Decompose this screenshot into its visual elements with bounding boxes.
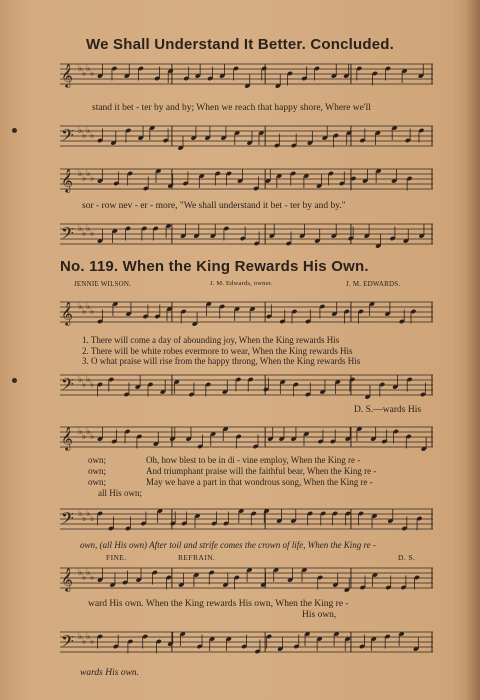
verse-1-cont: Oh, how blest to be in di - vine employ, When the King re - — [146, 455, 361, 465]
flat-icon: ♭ — [82, 513, 87, 523]
verse-own: own; — [88, 477, 106, 487]
flat-icon: ♭ — [86, 63, 91, 73]
staff-drawing — [60, 124, 433, 158]
flat-icon: ♭ — [86, 125, 91, 135]
staff-drawing — [60, 222, 433, 256]
flat-icon: ♭ — [86, 374, 91, 384]
owner-credit: J. M. Edwards, owner. — [210, 280, 273, 287]
hymn-title: No. 119. When the King Rewards His Own. — [60, 258, 369, 275]
flat-icon: ♭ — [90, 379, 95, 389]
flat-icon: ♭ — [78, 426, 83, 436]
refrain-line: ward His own. When the King rewards His own, When the King re - — [88, 599, 349, 609]
flat-icon: ♭ — [90, 173, 95, 183]
bass-clef-icon: 𝄢 — [61, 508, 74, 532]
music-staff — [60, 373, 433, 397]
verse-2-cont: And triumphant praise will the faithful bear, When the King re - — [146, 466, 377, 476]
flat-icon: ♭ — [90, 513, 95, 523]
lyric-line: stand it bet - ter by and by; When we reach that happy shore, Where we'll — [92, 103, 371, 113]
treble-clef-icon: 𝄞 — [61, 301, 73, 325]
music-staff — [60, 566, 433, 590]
flat-icon: ♭ — [82, 68, 87, 78]
flat-icon: ♭ — [86, 223, 91, 233]
bass-clef-icon: 𝄢 — [61, 374, 74, 398]
music-staff — [60, 300, 433, 324]
flat-icon: ♭ — [78, 374, 83, 384]
verse-own: own; — [88, 455, 106, 465]
flat-icon: ♭ — [78, 168, 83, 178]
treble-clef-icon: 𝄞 — [61, 63, 73, 87]
concluded-title: We Shall Understand It Better. Concluded. — [86, 36, 394, 53]
composer-credit: J. M. EDWARDS. — [346, 280, 401, 288]
music-staff — [60, 167, 433, 191]
flat-icon: ♭ — [86, 168, 91, 178]
verse-3: 3. O what praise will rise from the happy throng, When the King rewards His — [82, 356, 361, 366]
verse-2: 2. There will be white robes evermore to wear, When the King rewards His — [82, 346, 353, 356]
flat-icon: ♭ — [82, 431, 87, 441]
flat-icon: ♭ — [82, 306, 87, 316]
refrain-his-own: His own, — [302, 610, 337, 620]
staff-drawing — [60, 630, 433, 664]
flat-icon: ♭ — [90, 636, 95, 646]
fine-marker: FINE. — [106, 553, 127, 562]
flat-icon: ♭ — [90, 68, 95, 78]
all-his-own: all His own; — [98, 488, 142, 498]
flat-icon: ♭ — [90, 130, 95, 140]
flat-icon: ♭ — [86, 301, 91, 311]
lyricist-credit: JENNIE WILSON. — [74, 280, 132, 288]
flat-icon: ♭ — [86, 508, 91, 518]
refrain-wards: wards His own. — [80, 668, 140, 678]
ds-marker: D. S. — [398, 553, 416, 562]
verse-1: 1. There will come a day of abounding joy, When the King rewards His — [82, 335, 340, 345]
bass-clef-icon: 𝄢 — [61, 631, 74, 655]
flat-icon: ♭ — [82, 636, 87, 646]
treble-clef-icon: 𝄞 — [61, 426, 73, 450]
staff-drawing — [60, 373, 433, 407]
flat-icon: ♭ — [82, 572, 87, 582]
music-staff — [60, 62, 433, 86]
flat-icon: ♭ — [90, 431, 95, 441]
binding-hole — [12, 128, 17, 133]
flat-icon: ♭ — [78, 223, 83, 233]
flat-icon: ♭ — [90, 228, 95, 238]
bass-clef-icon: 𝄢 — [61, 125, 74, 149]
treble-clef-icon: 𝄞 — [61, 168, 73, 192]
flat-icon: ♭ — [78, 631, 83, 641]
flat-icon: ♭ — [82, 379, 87, 389]
page-edge-shadow — [466, 0, 480, 700]
music-staff — [60, 507, 433, 531]
ds-wards: D. S.—wards His — [354, 405, 422, 415]
binding-hole — [12, 378, 17, 383]
refrain-label: REFRAIN. — [178, 553, 216, 562]
music-staff — [60, 425, 433, 449]
verse-3-cont: May we have a part in that wondrous song, When the King re - — [146, 477, 373, 487]
music-staff — [60, 222, 433, 246]
flat-icon: ♭ — [90, 572, 95, 582]
music-staff — [60, 124, 433, 148]
flat-icon: ♭ — [86, 631, 91, 641]
flat-icon: ♭ — [86, 426, 91, 436]
flat-icon: ♭ — [78, 567, 83, 577]
staff-drawing — [60, 300, 433, 334]
flat-icon: ♭ — [78, 301, 83, 311]
flat-icon: ♭ — [78, 63, 83, 73]
refrain-lead-text: own, (all His own) After toil and strife comes the crown of life, When the King re - — [80, 540, 376, 550]
staff-drawing — [60, 62, 433, 96]
flat-icon: ♭ — [78, 508, 83, 518]
flat-icon: ♭ — [82, 228, 87, 238]
bass-clef-icon: 𝄢 — [61, 223, 74, 247]
flat-icon: ♭ — [90, 306, 95, 316]
flat-icon: ♭ — [82, 173, 87, 183]
verse-own: own; — [88, 466, 106, 476]
staff-drawing — [60, 167, 433, 201]
flat-icon: ♭ — [82, 130, 87, 140]
flat-icon: ♭ — [86, 567, 91, 577]
flat-icon: ♭ — [78, 125, 83, 135]
staff-drawing — [60, 566, 433, 600]
music-staff — [60, 630, 433, 654]
staff-drawing — [60, 425, 433, 459]
treble-clef-icon: 𝄞 — [61, 567, 73, 591]
lyric-line: sor - row nev - er - more, "We shall understand it bet - ter by and by." — [82, 201, 346, 211]
staff-drawing — [60, 507, 433, 541]
